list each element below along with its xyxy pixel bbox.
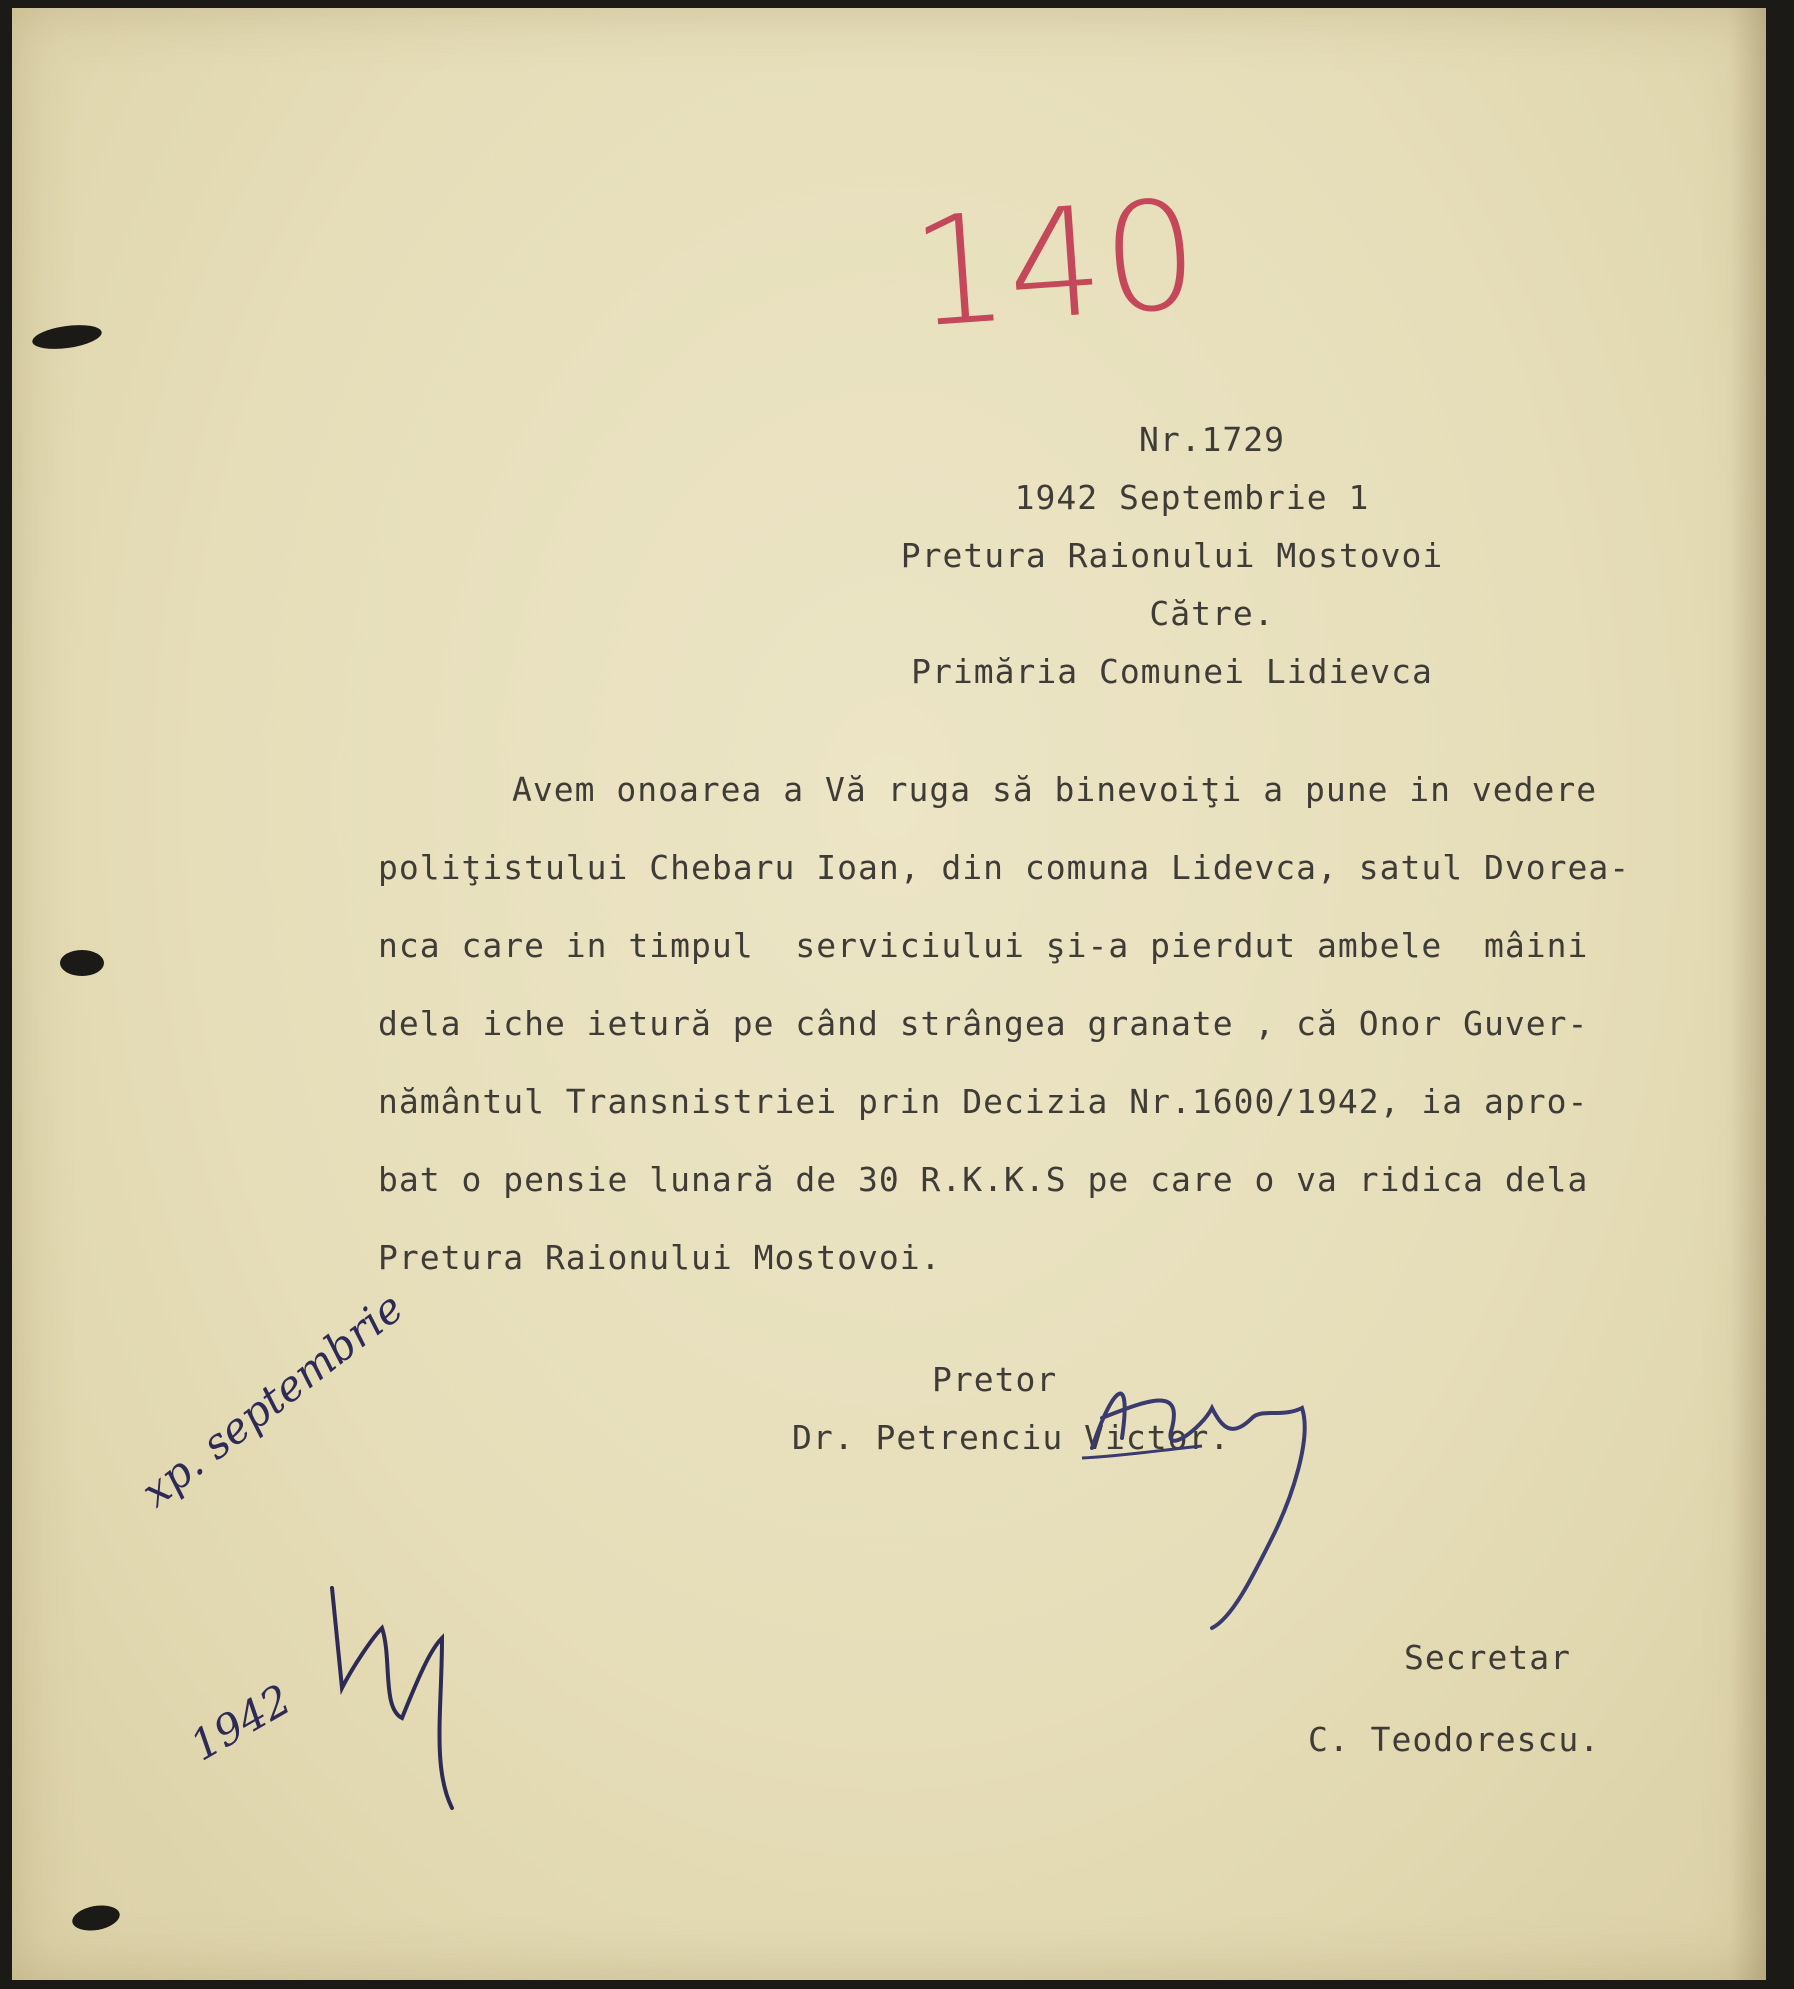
addressed-to: Către. xyxy=(1149,594,1275,633)
handwritten-note-line1: xp. septembrie xyxy=(132,1282,413,1517)
document-date: 1942 Septembrie 1 xyxy=(1014,478,1370,517)
handwritten-note-line2: 1942 xyxy=(182,1674,300,1771)
punch-hole xyxy=(31,321,103,353)
punch-hole xyxy=(70,1902,121,1934)
body-line: Avem onoarea a Vă ruga să binevoiţi a pune in vedere xyxy=(512,770,1598,809)
body-line: nca care in timpul serviciului şi-a pierdut ambele mâini xyxy=(378,926,1589,965)
punch-hole xyxy=(60,950,104,976)
signatory-name: Dr. Petrenciu Victor. xyxy=(792,1418,1231,1457)
sender: Pretura Raionului Mostovoi xyxy=(900,536,1444,575)
signatory-title: Pretor xyxy=(932,1360,1058,1399)
body-line: dela iche ietură pe când strângea granate , că Onor Guver- xyxy=(378,1004,1589,1043)
document-number: Nr.1729 xyxy=(1138,420,1286,459)
signature xyxy=(1062,1328,1362,1648)
body-line: bat o pensie lunară de 30 R.K.K.S pe care o va ridica dela xyxy=(378,1160,1589,1199)
body-line: Pretura Raionului Mostovoi. xyxy=(378,1238,942,1277)
body-line: nământul Transnistriei prin Decizia Nr.1600/1942, ia apro- xyxy=(378,1082,1589,1121)
secretary-title: Secretar xyxy=(1404,1638,1571,1677)
recipient: Primăria Comunei Lidievca xyxy=(911,652,1433,691)
document-page xyxy=(12,8,1766,1980)
page-number-red: 140 xyxy=(906,168,1205,362)
body-line: poliţistului Chebaru Ioan, din comuna Lidevca, satul Dvorea- xyxy=(378,848,1631,887)
handwritten-initials xyxy=(312,1568,472,1828)
page-edge-shadow xyxy=(1730,8,1766,1980)
secretary-name: C. Teodorescu. xyxy=(1308,1720,1601,1759)
